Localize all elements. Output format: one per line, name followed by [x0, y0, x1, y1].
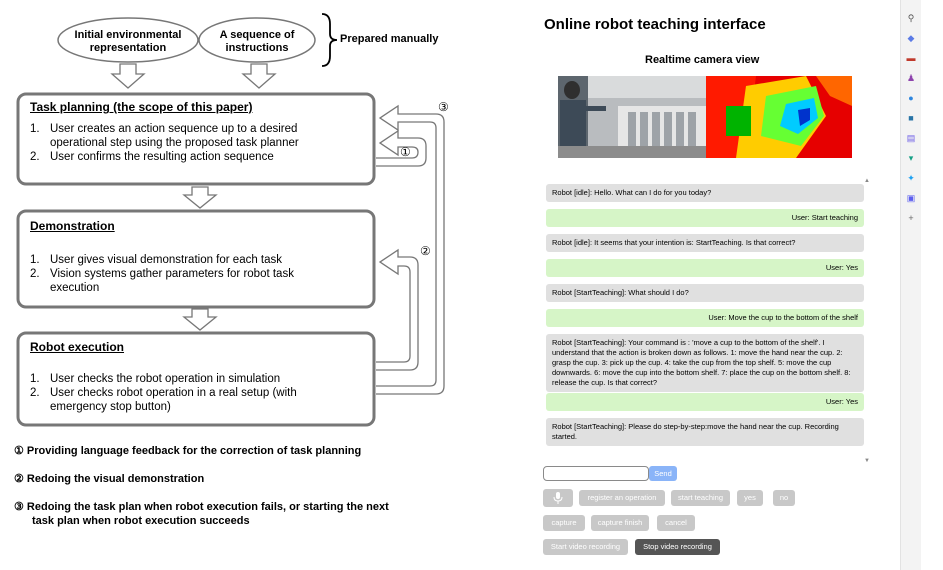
chat-message-robot: Robot [StartTeaching]: Your command is : 'move a cup to the bottom of the shelf'. I understand that the action is broken down as follows. 1: move the hand near the cup. 2: grasp the cup. 3: pick up the cup. 4: take the cup from the top shelf. 5: move the cup downwards. 6: move the cup into the bottom shelf. 7: place the cup on the bottom shelf. 8: release the cup. Is that correct? [546, 334, 864, 392]
tag-icon[interactable]: ◆ [907, 33, 915, 43]
loop-label-1: ① [400, 145, 411, 159]
no-button[interactable]: no [773, 490, 795, 506]
camera-title: Realtime camera view [645, 54, 760, 66]
chat-message-user: User: Move the cup to the bottom of the shelf [546, 309, 864, 327]
stop-video-recording-button[interactable]: Stop video recording [635, 539, 720, 555]
loop-label-3: ③ [438, 100, 449, 114]
robot-execution-item-2 [30, 386, 297, 414]
arrow-down-2 [243, 64, 275, 88]
capture-button[interactable]: capture [543, 515, 585, 531]
task-planning-item-1-line2: operational step using the proposed task planner [50, 137, 299, 149]
initial-env-line1: Initial environmental [74, 29, 182, 41]
chat-log[interactable] [540, 176, 866, 464]
page-title: Online robot teaching interface [544, 16, 766, 33]
search-icon[interactable]: ⚲ [907, 13, 915, 23]
legend-one: ① Providing language feedback for the correction of task planning [14, 445, 362, 457]
demonstration-item-2-line1: Vision systems gather parameters for robot task [50, 268, 294, 280]
sequence-line2: instructions [225, 42, 289, 54]
legend-three-line2: task plan when robot execution succeeds [32, 515, 250, 527]
robot-execution-item-1-line1: User checks the robot operation in simulation [50, 373, 281, 385]
demonstration-title: Demonstration [30, 219, 115, 233]
register-operation-button[interactable]: register an operation [579, 490, 665, 506]
chat-message-user: User: Start teaching [546, 209, 864, 227]
note-icon[interactable]: ▤ [906, 133, 916, 143]
chat-message-robot: Robot [StartTeaching]: What should I do? [546, 284, 864, 302]
microphone-icon [553, 492, 563, 504]
teams-icon[interactable]: ▣ [906, 193, 916, 203]
demonstration-item-1 [30, 253, 294, 267]
legend-three [14, 500, 389, 528]
bird-icon[interactable]: ✦ [907, 173, 915, 183]
start-video-recording-button[interactable]: Start video recording [543, 539, 628, 555]
scroll-up-icon[interactable]: ▲ [864, 178, 870, 184]
demonstration-list [30, 253, 294, 295]
camera-rgb-image [558, 76, 706, 158]
chat-message-user: User: Yes [546, 259, 864, 277]
camera-rgb-view [558, 76, 706, 158]
demonstration-item-2-line2: execution [50, 282, 100, 294]
brace-shape [322, 14, 337, 66]
yes-button[interactable]: yes [737, 490, 763, 506]
microphone-button[interactable] [543, 489, 573, 507]
sequence-label [199, 29, 315, 55]
demonstration-item-2-num: 2. [30, 268, 40, 280]
robot-execution-item-2-line2: emergency stop button) [50, 401, 171, 413]
loop-arrow-2 [376, 250, 418, 370]
robot-execution-item-1 [30, 372, 297, 386]
sequence-line1: A sequence of [219, 29, 295, 41]
demonstration-item-1-num: 1. [30, 254, 40, 266]
task-planning-item-2-num: 2. [30, 151, 40, 163]
chat-message-user: User: Yes [546, 393, 864, 411]
workflow-diagram [0, 0, 470, 570]
legend-two: ② Redoing the visual demonstration [14, 473, 205, 485]
send-button[interactable]: Send [649, 466, 677, 481]
robot-execution-item-2-num: 2. [30, 387, 40, 399]
initial-env-label [58, 29, 198, 55]
robot-execution-list [30, 372, 297, 414]
people-icon[interactable]: ♟ [906, 73, 916, 83]
cancel-button[interactable]: cancel [657, 515, 695, 531]
loop-label-2: ② [420, 244, 431, 258]
prepared-manually-label: Prepared manually [340, 33, 439, 45]
add-icon[interactable]: + [908, 213, 914, 223]
message-input[interactable] [543, 466, 649, 481]
circle-icon[interactable]: ● [908, 93, 914, 103]
task-planning-list [30, 122, 299, 164]
demonstration-item-1-line1: User gives visual demonstration for each task [50, 254, 283, 266]
capture-finish-button[interactable]: capture finish [591, 515, 649, 531]
task-planning-title: Task planning (the scope of this paper) [30, 100, 253, 114]
initial-env-line2: representation [89, 42, 167, 54]
chat-message-robot: Robot [idle]: Hello. What can I do for you today? [546, 184, 864, 202]
briefcase-icon[interactable]: ▬ [906, 53, 916, 63]
scroll-down-icon[interactable]: ▼ [864, 458, 870, 464]
legend-three-line1: ③ Redoing the task plan when robot execution fails, or starting the next [14, 501, 389, 513]
start-teaching-button[interactable]: start teaching [671, 490, 730, 506]
chat-message-robot: Robot [StartTeaching]: Please do step-by-step:move the hand near the cup. Recording started. [546, 418, 864, 446]
browser-sidebar [900, 0, 921, 570]
task-planning-item-2-line1: User confirms the resulting action sequence [50, 151, 274, 163]
chat-message-robot: Robot [idle]: It seems that your intention is: StartTeaching. Is that correct? [546, 234, 864, 252]
robot-execution-title: Robot execution [30, 340, 125, 354]
arrow-down-3 [184, 187, 216, 208]
arrow-down-4 [184, 309, 216, 330]
chat-scrollbar[interactable] [863, 178, 871, 464]
arrow-down-1 [112, 64, 144, 88]
task-planning-item-1-line1: User creates an action sequence up to a desired [50, 123, 298, 135]
chat-icon[interactable]: ▾ [908, 153, 914, 163]
task-planning-item-2 [30, 150, 299, 164]
demonstration-item-2 [30, 267, 294, 295]
task-planning-item-1-num: 1. [30, 123, 40, 135]
task-planning-item-1 [30, 122, 299, 150]
robot-execution-item-2-line1: User checks robot operation in a real setup (with [50, 387, 297, 399]
camera-depth-image [706, 76, 852, 158]
teaching-interface [530, 0, 900, 570]
robot-execution-item-1-num: 1. [30, 373, 40, 385]
outlook-icon[interactable]: ■ [908, 113, 914, 123]
camera-depth-view [706, 76, 852, 158]
